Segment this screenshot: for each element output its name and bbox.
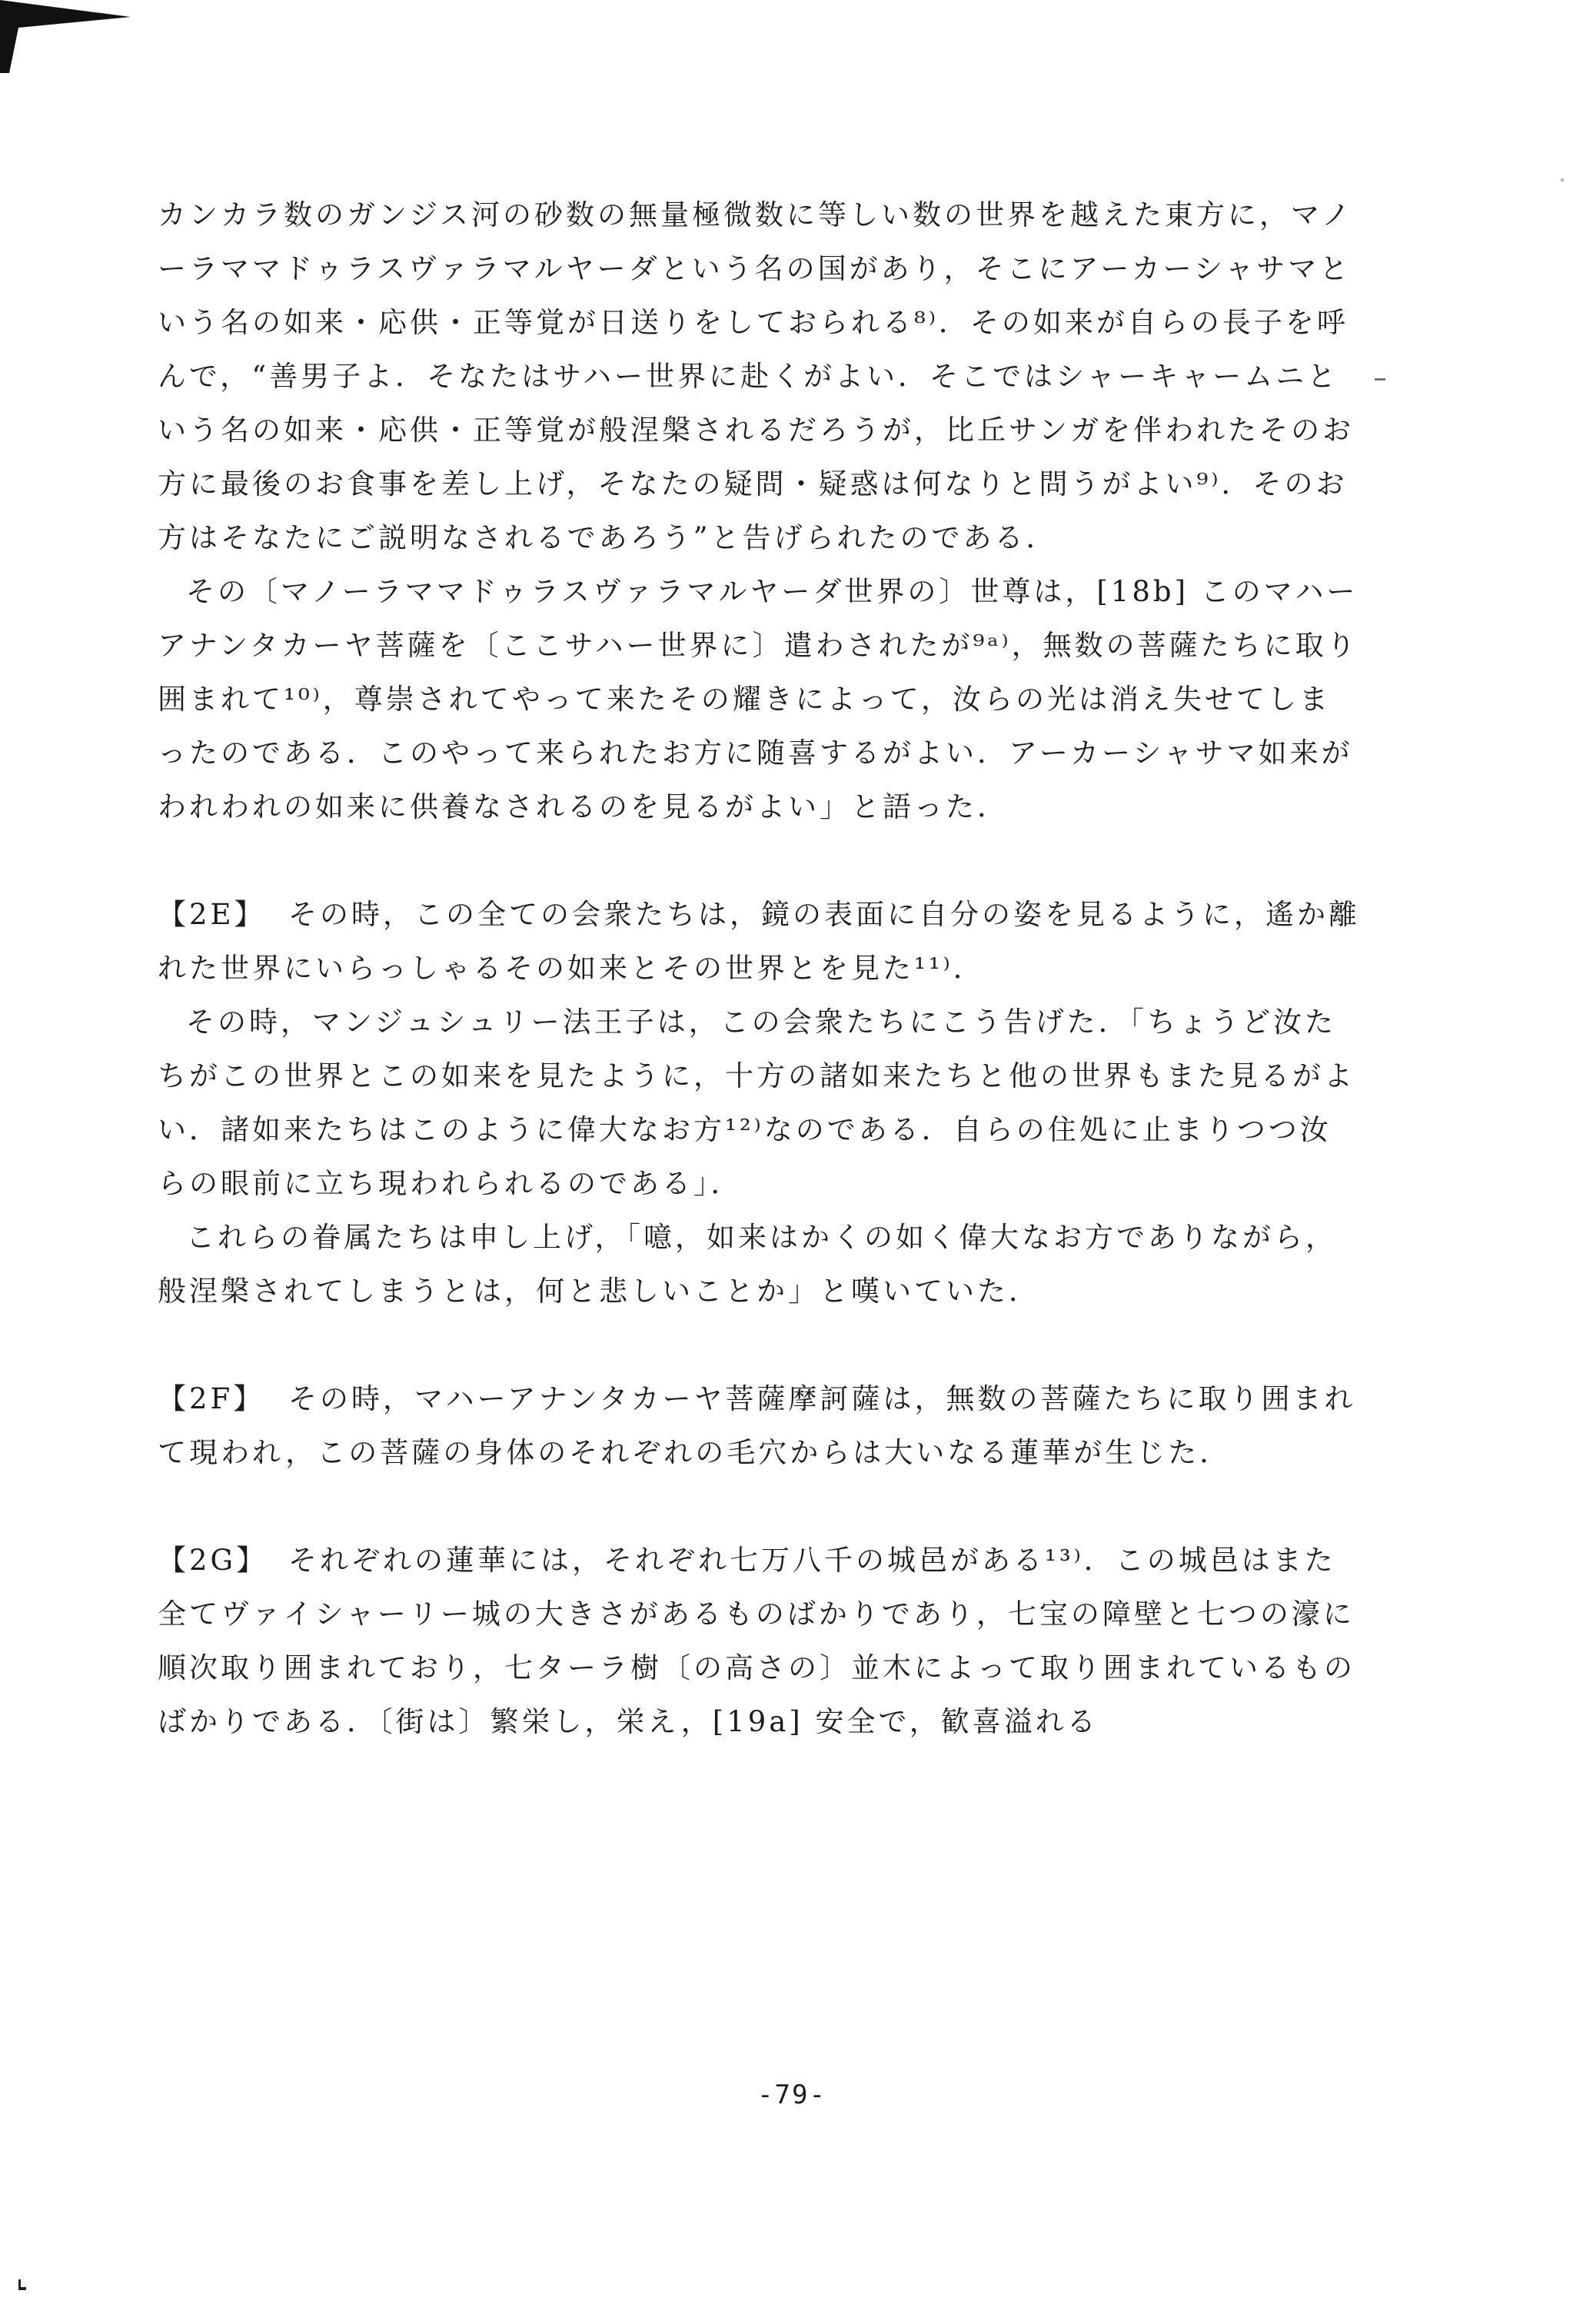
paragraph-2E: 【2E】 その時，この全ての会衆たちは，鏡の表面に自分の姿を見るように，遙か離れた世界にいらっしゃるその如来とその世界とを見た¹¹⁾． (158, 888, 1361, 996)
scan-speck (1375, 378, 1385, 381)
paragraph: その時，マンジュシュリー法王子は，この会衆たちにこう告げた．「ちょうど汝たちがこの世界とこの如来を見たように，十方の諸如来たちと他の世界もまた見るがよい．諸如来たちはこのように偉大なお方¹²⁾なのである．自らの住処に止まりつつ汝らの眼前に立ち現われられるのである」． (158, 1006, 1355, 1200)
scan-mark (18, 2279, 26, 2290)
section-marker: 【2G】 (158, 1544, 268, 1577)
body-text (158, 188, 1361, 1749)
scan-speck (1561, 178, 1564, 181)
paragraph: カンカラ数のガンジス河の砂数の無量極微数に等しい数の世界を越えた東方に，マノーラママドゥラスヴァラマルヤーダという名の国があり，そこにアーカーシャサマという名の如来・応供・正等覚が日送りをしておられる⁸⁾．その如来が自らの長子を呼んで，“善男子よ．そなたはサハー世界に赴くがよい．そこではシャーキャームニという名の如来・応供・正等覚が般涅槃されるだろうが，比丘サンガを伴われたそのお方に最後のお食事を差し上げ，そなたの疑問・疑惑は何なりと問うがよい⁹⁾．そのお方はそなたにご説明なされるであろう”と告げられたのである． (158, 198, 1355, 554)
paragraph: その〔マノーラママドゥラスヴァラマルヤーダ世界の〕世尊は，[18b] このマハーアナンタカーヤ菩薩を〔ここサハー世界に〕遣わされたが⁹ᵃ⁾，無数の菩薩たちに取り囲まれて¹⁰⁾，尊崇されてやって来たその耀きによって，汝らの光は消え失せてしまったのである．このやって来られたお方に随喜するがよい．アーカーシャサマ如来がわれわれの如来に供養なされるのを見るがよい」と語った． (158, 575, 1359, 823)
paragraph-2G: 【2G】 それぞれの蓮華には，それぞれ七万八千の城邑がある¹³⁾．この城邑はまた全てヴァイシャーリー城の大きさがあるものばかりであり，七宝の障壁と七つの濠に順次取り囲まれており，七ターラ樹〔の高さの〕並木によって取り囲まれているものばかりである．〔街は〕繁栄し，栄え，[19a] 安全で，歓喜溢れる (158, 1534, 1361, 1749)
section-marker: 【2E】 (158, 898, 266, 931)
paragraph-2F: 【2F】 その時，マハーアナンタカーヤ菩薩摩訶薩は，無数の菩薩たちに取り囲まれて現われ，この菩薩の身体のそれぞれの毛穴からは大いなる蓮華が生じた． (158, 1372, 1361, 1480)
paragraph: これらの眷属たちは申し上げ，「噫，如来はかくの如く偉大なお方でありながら，般涅槃されてしまうとは，何と悲しいことか」と嘆いていた． (158, 1221, 1338, 1308)
page-number: -79- (757, 2080, 826, 2110)
section-marker: 【2F】 (158, 1382, 265, 1415)
corner-crop-mark (0, 0, 131, 73)
